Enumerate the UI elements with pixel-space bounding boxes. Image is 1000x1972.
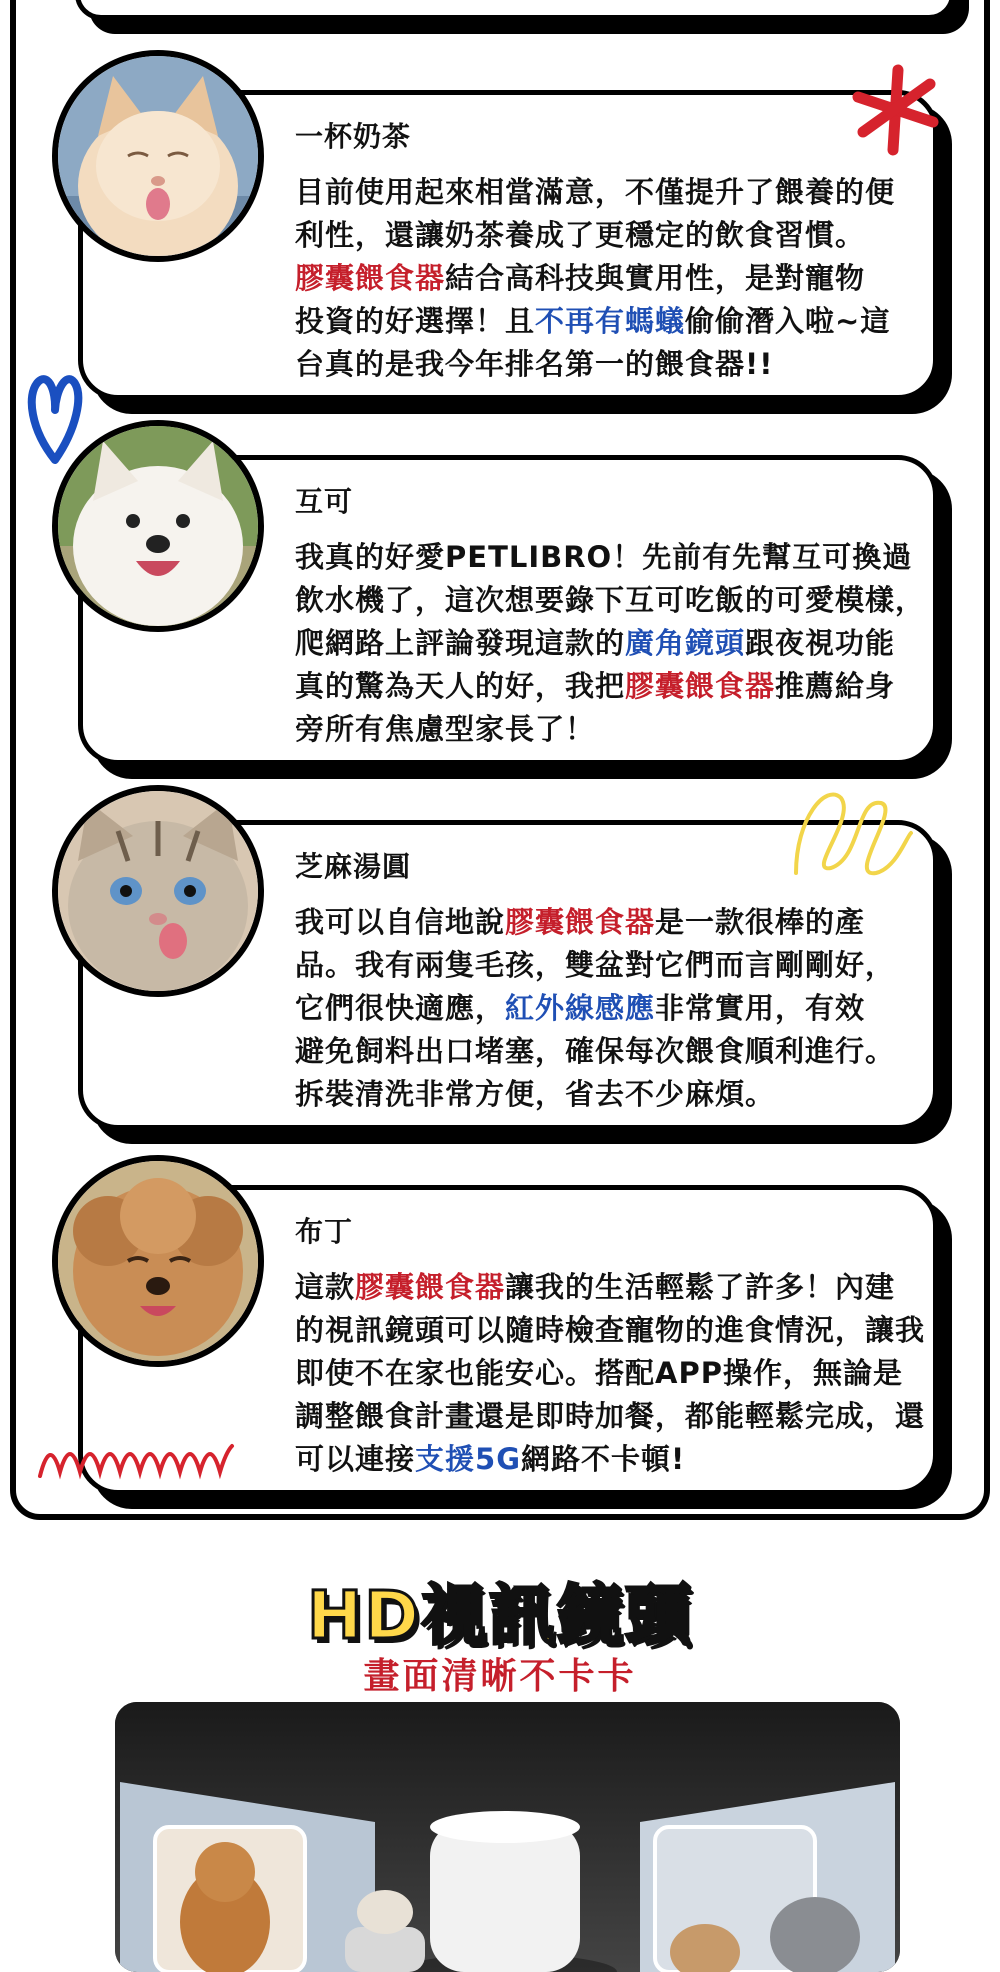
poodle-photo-icon xyxy=(58,1161,258,1361)
review-text: 目前使用起來相當滿意，不僅提升了餵養的便利性，還讓奶茶養成了更穩定的飲食習慣。膠囊餵食器結合高科技與實用性，是對寵物投資的好選擇！且不再有螞蟻偷偷潛入啦~這台真的是我今年排名第一的餵食器!! xyxy=(295,175,896,381)
highlight-feature: 紅外線感應 xyxy=(505,991,656,1025)
reviewer-name: 芝麻湯圓 xyxy=(295,850,412,883)
cat-photo-icon xyxy=(58,56,258,256)
review-text: 這款膠囊餵食器讓我的生活輕鬆了許多！內建的視訊鏡頭可以隨時檢查寵物的進食情況，讓我即使不在家也能安心。搭配APP操作，無論是調整餵食計畫還是即時加餐，都能輕鬆完成，還可以連接支援5G網路不卡頓! xyxy=(295,1270,926,1476)
section-subtitle: 畫面清晰不卡卡 xyxy=(363,1656,637,1697)
highlight-product: 膠囊餵食器 xyxy=(625,669,776,703)
review-text: 我可以自信地說膠囊餵食器是一款很棒的產品。我有兩隻毛孩，雙盆對它們而言剛剛好，它們很快適應，紅外線感應非常實用，有效避免飼料出口堵塞，確保每次餵食順利進行。拆裝清洗非常方便，省去不少麻煩。 xyxy=(295,905,896,1111)
highlight-feature: 不再有螞蟻 xyxy=(535,304,686,338)
section-title: HD視訊鏡頭 xyxy=(306,1577,694,1654)
avatar-tabby-kitten xyxy=(52,785,264,997)
kitten-photo-icon xyxy=(58,791,258,991)
red-zigzag-doodle-icon xyxy=(36,1432,236,1482)
blue-heart-doodle-icon xyxy=(26,370,84,470)
reviewer-name: 一杯奶茶 xyxy=(295,120,412,153)
avatar-poodle-dog xyxy=(52,1155,264,1367)
previous-review-card-edge xyxy=(75,0,955,20)
review-text: 我真的好愛PETLIBRO！先前有先幫互可換過飲水機了，這次想要錄下互可吃飯的可愛模樣，爬網路上評論發現這款的廣角鏡頭跟夜視功能真的驚為天人的好，我把膠囊餵食器推薦給身旁所有焦慮型家長了！ xyxy=(295,540,926,746)
reviewer-name: 互可 xyxy=(295,485,354,518)
yellow-scribble-doodle-icon xyxy=(786,778,916,888)
dog-photo-icon xyxy=(58,426,258,626)
red-asterisk-doodle-icon xyxy=(848,62,943,157)
avatar-milk-tea-cat xyxy=(52,50,264,262)
highlight-feature: 廣角鏡頭 xyxy=(625,626,746,660)
highlight-product: 膠囊餵食器 xyxy=(505,905,656,939)
highlight-feature: 支援5G xyxy=(415,1442,521,1476)
highlight-product: 膠囊餵食器 xyxy=(355,1270,506,1304)
camera-feature-image xyxy=(115,1702,900,1972)
feeder-camera-scene-icon xyxy=(115,1702,900,1972)
highlight-product: 膠囊餵食器 xyxy=(295,261,446,295)
reviewer-name: 布丁 xyxy=(295,1215,354,1248)
